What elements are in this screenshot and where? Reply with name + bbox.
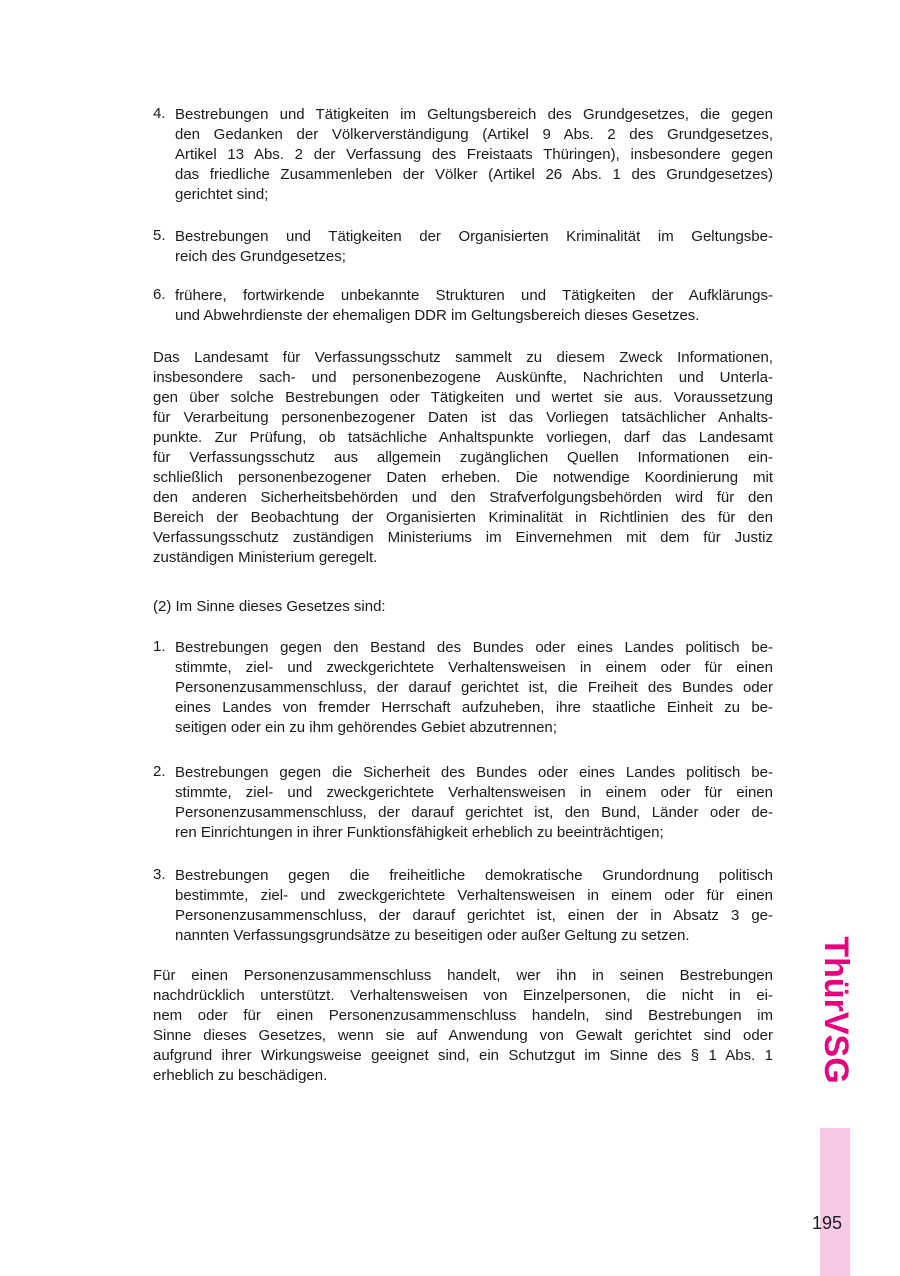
text-line: ren Einrichtungen in ihrer Funktionsfähigkeit erheblich zu beeinträchtigen;	[175, 824, 664, 841]
list-item	[153, 638, 773, 738]
list-number: 5.	[153, 227, 166, 244]
text-line: reich des Grundgesetzes;	[175, 248, 346, 265]
text-line: für Verfassungsschutz aus allgemein zugänglichen Quellen Informationen ein-	[153, 449, 773, 466]
text-line: Verfassungsschutz zuständigen Ministeriums im Einvernehmen mit dem für Justiz	[153, 529, 773, 546]
section-side-label: ThürVSG	[817, 936, 855, 1084]
text-line: für Verarbeitung personenbezogener Daten ist das Vorliegen tatsächlicher Anhalts-	[153, 409, 773, 426]
text-line: Bestrebungen und Tätigkeiten im Geltungsbereich des Grundgesetzes, die gegen	[175, 106, 773, 123]
text-line: und Abwehrdienste der ehemaligen DDR im Geltungsbereich dieses Gesetzes.	[175, 307, 700, 324]
text-line: Bestrebungen gegen die Sicherheit des Bundes oder eines Landes politisch be-	[175, 764, 773, 781]
list-number: 1.	[153, 638, 166, 655]
text-line: Bereich der Beobachtung der Organisierten Kriminalität in Richtlinien des für den	[153, 509, 773, 526]
text-line: stimmte, ziel- und zweckgerichtete Verhaltensweisen in einem oder für einen	[175, 659, 773, 676]
list-number: 6.	[153, 286, 166, 303]
list-number: 3.	[153, 866, 166, 883]
text-line: erheblich zu beschädigen.	[153, 1067, 328, 1084]
list-item	[153, 866, 773, 946]
paragraph	[153, 348, 773, 568]
text-line: Bestrebungen und Tätigkeiten der Organisierten Kriminalität im Geltungsbe-	[175, 228, 773, 245]
text-line: aufgrund ihrer Wirkungsweise geeignet sind, ein Schutzgut im Sinne des § 1 Abs. 1	[153, 1047, 773, 1064]
text-line: zuständigen Ministerium geregelt.	[153, 549, 378, 566]
text-line: seitigen oder ein zu ihm gehörendes Gebiet abzutrennen;	[175, 719, 557, 736]
list-number: 2.	[153, 763, 166, 780]
list-item	[153, 286, 773, 326]
text-line: nem oder für einen Personenzusammenschluss handeln, sind Bestrebungen im	[153, 1007, 773, 1024]
text-line: Bestrebungen gegen den Bestand des Bundes oder eines Landes politisch be-	[175, 639, 773, 656]
list-item	[153, 227, 773, 267]
text-line: eines Landes von fremder Herrschaft aufzuheben, ihre staatliche Einheit zu be-	[175, 699, 773, 716]
text-line: nannten Verfassungsgrundsätze zu beseitigen oder außer Geltung zu setzen.	[175, 927, 690, 944]
text-line: Für einen Personenzusammenschluss handelt, wer ihn in seinen Bestrebungen	[153, 967, 773, 984]
text-line: den Gedanken der Völkerverständigung (Artikel 9 Abs. 2 des Grundgesetzes,	[175, 126, 773, 143]
page-number: 195	[812, 1213, 843, 1233]
text-line: punkte. Zur Prüfung, ob tatsächliche Anhaltspunkte vorliegen, darf das Landesamt	[153, 429, 773, 446]
text-line: schließlich personenbezogener Daten erheben. Die notwendige Koordinierung mit	[153, 469, 773, 486]
text-line: bestimmte, ziel- und zweckgerichtete Verhaltensweisen in einem oder für einen	[175, 887, 773, 904]
text-line: insbesondere sach- und personenbezogene Auskünfte, Nachrichten und Unterla-	[153, 369, 773, 386]
text-line: frühere, fortwirkende unbekannte Strukturen und Tätigkeiten der Aufklärungs-	[175, 287, 773, 304]
text-line: das friedliche Zusammenleben der Völker (Artikel 26 Abs. 1 des Grundgesetzes)	[175, 166, 773, 183]
thumb-tab	[820, 1128, 850, 1276]
text-line: gen über solche Bestrebungen oder Tätigkeiten und wertet sie aus. Voraussetzung	[153, 389, 773, 406]
paragraph	[153, 597, 773, 617]
text-line: gerichtet sind;	[175, 186, 269, 203]
text-line: stimmte, ziel- und zweckgerichtete Verhaltensweisen in einem oder für einen	[175, 784, 773, 801]
text-line: Personenzusammenschluss, der darauf gerichtet ist, den Bund, Länder oder de-	[175, 804, 773, 821]
list-number: 4.	[153, 105, 166, 122]
text-line: Personenzusammenschluss, der darauf gerichtet ist, einen der in Absatz 3 ge-	[175, 907, 773, 924]
paragraph	[153, 966, 773, 1086]
text-line: Artikel 13 Abs. 2 der Verfassung des Freistaats Thüringen), insbesondere gegen	[175, 146, 773, 163]
text-line: Sinne dieses Gesetzes, wenn sie auf Anwendung von Gewalt gerichtet sind oder	[153, 1027, 773, 1044]
text-line: Bestrebungen gegen die freiheitliche demokratische Grundordnung politisch	[175, 867, 773, 884]
text-line: Das Landesamt für Verfassungsschutz sammelt zu diesem Zweck Informationen,	[153, 349, 773, 366]
text-line: nachdrücklich unterstützt. Verhaltensweisen von Einzelpersonen, die nicht in ei-	[153, 987, 773, 1004]
list-item	[153, 763, 773, 843]
text-line: Personenzusammenschluss, der darauf gerichtet ist, die Freiheit des Bundes oder	[175, 679, 773, 696]
text-line: (2) Im Sinne dieses Gesetzes sind:	[153, 598, 386, 615]
list-item	[153, 105, 773, 205]
text-line: den anderen Sicherheitsbehörden und den Strafverfolgungsbehörden wird für den	[153, 489, 773, 506]
